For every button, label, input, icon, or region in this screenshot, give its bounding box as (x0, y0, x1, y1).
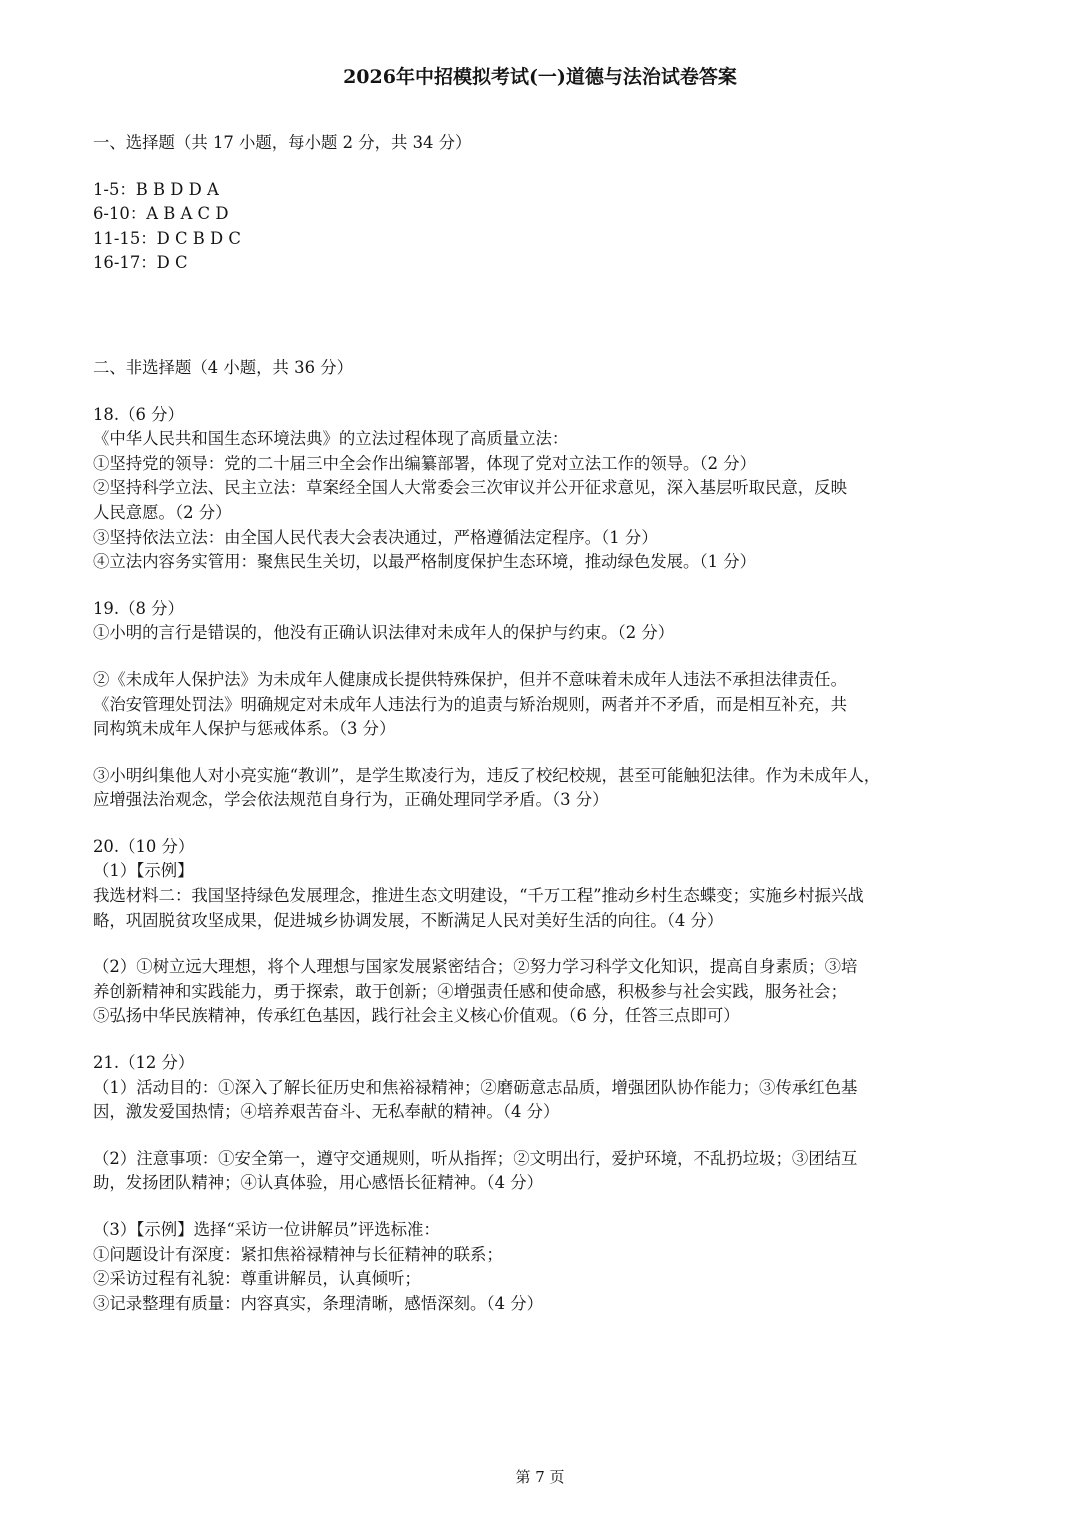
section2-heading: 二、非选择题（4 小题，共 36 分） (93, 357, 353, 377)
q18-header: 18.（6 分） (93, 404, 184, 424)
q18-line: 人民意愿。（2 分） (93, 502, 232, 522)
q21-part1-line: 因，激发爱国热情；④培养艰苦奋斗、无私奉献的精神。（4 分） (93, 1102, 560, 1122)
q20-header: 20.（10 分） (93, 836, 195, 856)
q18-line: ③坚持依法立法：由全国人民代表大会表决通过，严格遵循法定程序。（1 分） (93, 527, 658, 547)
page-number: 第 7 页 (515, 1468, 565, 1486)
q18-line: ①坚持党的领导：党的二十届三中全会作出编纂部署，体现了党对立法工作的领导。（2 分） (93, 453, 757, 473)
q19-p3-line: 应增强法治观念，学会依法规范自身行为，正确处理同学矛盾。（3 分） (93, 790, 609, 810)
answer-line: 1-5：B B D D A (93, 179, 219, 199)
q20-part2-line: ⑤弘扬中华民族精神，传承红色基因，践行社会主义核心价值观。（6 分，任答三点即可） (93, 1006, 740, 1026)
q21-part3-line: （3）【示例】选择“采访一位讲解员”评选标准： (93, 1220, 440, 1239)
q21-header: 21.（12 分） (93, 1053, 195, 1073)
q20-part2-line: 养创新精神和实践能力，勇于探索，敢于创新；④增强责任感和使命感，积极参与社会实践，服务社会； (93, 981, 847, 1001)
q21-part2-line: （2）注意事项：①安全第一，遵守交通规则，听从指挥；②文明出行，爱护环境，不乱扔垃圾；③团结互 (93, 1148, 858, 1168)
q19-p1: ①小明的言行是错误的，他没有正确认识法律对未成年人的保护与约束。（2 分） (93, 623, 675, 643)
answer-content (93, 131, 998, 1316)
q20-part1-line: 我选材料二：我国坚持绿色发展理念，推进生态文明建设，“千万工程”推动乡村生态蝶变；实施乡村振兴战 (93, 886, 864, 906)
q21-part3-line: ③记录整理有质量：内容真实，条理清晰，感悟深刻。（4 分） (93, 1293, 543, 1313)
q19-p2-line: 同构筑未成年人保护与惩戒体系。（3 分） (93, 719, 396, 739)
q21-part3-line: ①问题设计有深度：紧扣焦裕禄精神与长征精神的联系； (93, 1244, 503, 1264)
q19-p2-line: ②《未成年人保护法》为未成年人健康成长提供特殊保护，但并不意味着未成年人违法不承担法律责任。 (93, 669, 847, 689)
answer-line: 11-15：D C B D C (93, 228, 241, 248)
section1-heading: 一、选择题（共 17 小题，每小题 2 分，共 34 分） (93, 133, 472, 152)
q20-part1-line: 略，巩固脱贫攻坚成果，促进城乡协调发展，不断满足人民对美好生活的向往。（4 分） (93, 910, 724, 930)
q19-p3-line: ③小明纠集他人对小亮实施“教训”，是学生欺凌行为，违反了校纪校规，甚至可能触犯法律。作为未成年人， (93, 765, 881, 785)
q19-p2-line: 《治安管理处罚法》明确规定对未成年人违法行为的追责与矫治规则，两者并不矛盾，而是相互补充，共 (93, 694, 847, 714)
page-title: 2026年中招模拟考试(一)道德与法治试卷答案 (343, 66, 737, 88)
q21-part2-line: 助，发扬团队精神；④认真体验，用心感悟长征精神。（4 分） (93, 1173, 543, 1193)
answer-line: 16-17：D C (93, 253, 188, 273)
answer-line: 6-10：A B A C D (93, 204, 229, 224)
q20-part1-label: （1）【示例】 (93, 861, 194, 881)
q18-line: 《中华人民共和国生态环境法典》的立法过程体现了高质量立法： (93, 429, 569, 449)
q18-line: ④立法内容务实管用：聚焦民生关切，以最严格制度保护生态环境，推动绿色发展。（1 分） (93, 552, 757, 572)
q19-header: 19.（8 分） (93, 598, 184, 618)
q18-line: ②坚持科学立法、民主立法：草案经全国人大常委会三次审议并公开征求意见，深入基层听取民意，反映 (93, 478, 847, 498)
q21-part3-line: ②采访过程有礼貌：尊重讲解员，认真倾听； (93, 1269, 421, 1289)
q20-part2-line: （2）①树立远大理想，将个人理想与国家发展紧密结合；②努力学习科学文化知识，提高自身素质；③培 (93, 957, 858, 977)
q21-part1-line: （1）活动目的：①深入了解长征历史和焦裕禄精神；②磨砺意志品质，增强团队协作能力；③传承红色基 (93, 1077, 858, 1097)
